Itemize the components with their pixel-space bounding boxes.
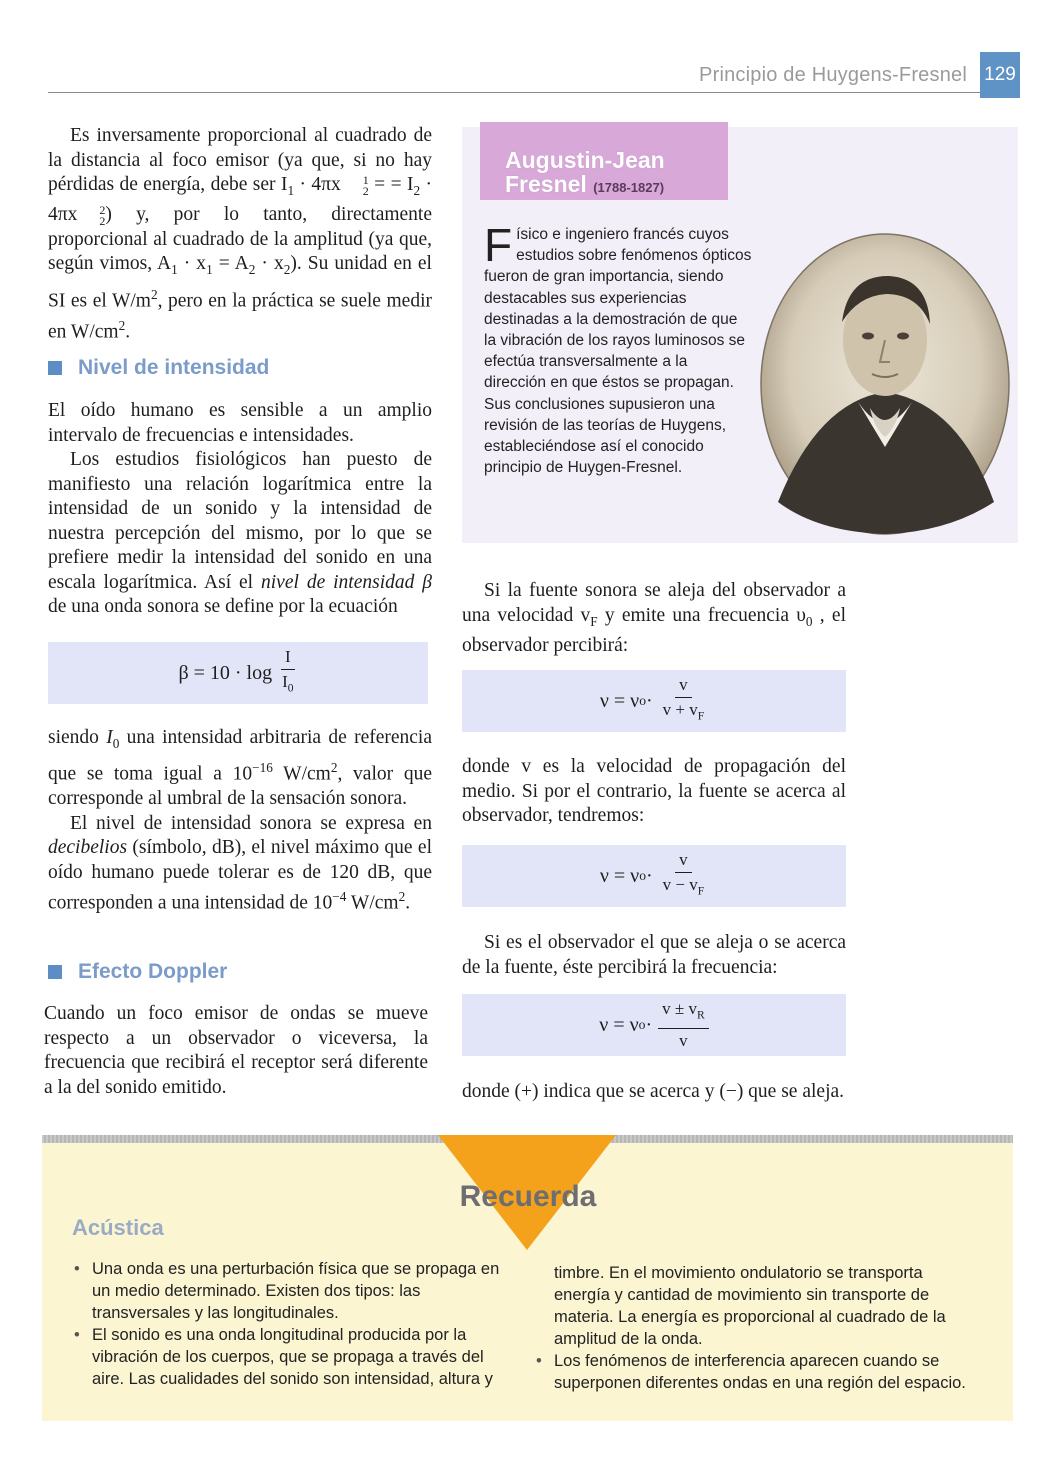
recuerda-title: Recuerda: [459, 1180, 597, 1213]
doppler-text: [44, 1002, 428, 1100]
right-upper-text: [462, 579, 846, 658]
section-heading-text: Efecto Doppler: [78, 960, 228, 983]
right-final-text: [462, 1080, 846, 1105]
recuerda-subtitle: Acústica: [72, 1215, 164, 1240]
formula-moving-observer: ν = ν o · $\frac{v \pm v_R}{v}$: [462, 994, 846, 1056]
fresnel-portrait: [758, 232, 1012, 536]
right-observer-text: [462, 931, 846, 980]
paragraph-fuente-aleja: Si la fuente sonora se aleja del observador a una velocidad $v_F$ y emite una frecuencia $\upsilon_0$ , el observador percibirá:: [462, 580, 846, 656]
biography-text: Físico e ingeniero francés cuyos estudios sobre fenómenos ópticos fueron de gran importancia, siendo destacables sus experiencias destinadas a la demostración de que la vibración de los rayos luminosos se efectúa transversalmente a la dirección en que éstos se propagan. Sus conclusiones supusieron una revisión de las teorías de Huygens, estableciéndose así el conocido principio de Huygen-Fresnel.: [484, 219, 752, 477]
recuerda-right-column: [534, 1262, 980, 1394]
formula-receding-source: ν = ν o · $\frac{v}{v + v_F}$: [462, 670, 846, 732]
section-heading-nivel: [48, 356, 269, 380]
formula-approaching-source: ν = ν o · $\frac{v}{v - v_F}$: [462, 845, 846, 907]
section-heading-doppler: [48, 960, 227, 984]
paragraph-signos: donde (+) indica que se acerca y (−) que se aleja.: [462, 1081, 845, 1102]
section-square-icon: [48, 361, 62, 375]
paragraph-observador: Si es el observador el que se aleja o se acerca de la fuente, éste percibirá la frecuencia:: [462, 932, 846, 978]
section-square-icon: [48, 965, 62, 979]
recuerda-bullet: • Una onda es una perturbación física que se propaga en un medio determinado. Existen dos tipos: las transversales y las longitudinales.: [72, 1258, 508, 1324]
recuerda-continuation: timbre. En el movimiento ondulatorio se transporta energía y cantidad de movimiento sin transporte de materia. La energía es proporcional al cuadrado de la amplitud de la onda.: [554, 1264, 946, 1348]
section-heading-text: Nivel de intensidad: [78, 356, 270, 379]
paragraph-doppler: Cuando un foco emisor de ondas se mueve respecto a un observador o viceversa, la frecuencia que recibirá el receptor será diferente a la del sonido emitido.: [44, 1003, 428, 1098]
paragraph-oido: El oído humano es sensible a un amplio intervalo de frecuencias e intensidades.: [48, 400, 432, 446]
left-lower-text: [48, 726, 432, 916]
left-column: [48, 124, 432, 345]
paragraph-decibelios: El nivel de intensidad sonora se expresa en decibelios (símbolo, dB), el nivel máximo que el oído humano puede tolerar es de 120 dB, que corresponden a una intensidad de $10^{-4}$ $W/cm^2$.: [48, 812, 432, 914]
right-middle-text: [462, 755, 846, 829]
recuerda-bullet: • El sonido es una onda longitudinal producida por la vibración de los cuerpos, que se propaga a través del aire. Las cualidades del sonido son intensidad, altura y: [72, 1324, 508, 1390]
nivel-text: [48, 399, 432, 620]
recuerda-left-column: [72, 1258, 508, 1390]
paragraph-estudios: Los estudios fisiológicos han puesto de manifiesto una relación logarítmica entre la intensidad de un sonido y la intensidad de nuestra percepción del mismo, por lo que se prefiere medir la intensidad del sonido en una escala logarítmica. Así el nivel de intensidad β de una onda sonora se define por la ecuación: [48, 449, 432, 617]
paragraph-siendo: siendo $I_0$ una intensidad arbitraria de referencia que se toma igual a $10^{-16}$ $W/cm^2$, valor que corresponde al umbral de la sensación sonora.: [48, 727, 432, 810]
formula-beta: β = 10 · log $\frac{I}{I_0}$: [48, 642, 428, 704]
running-head: Principio de Huygens-Fresnel: [699, 64, 967, 86]
biography-name: Augustin-Jean Fresnel (1788-1827): [505, 147, 665, 197]
page-number: 129: [980, 52, 1020, 98]
paragraph-donde-v: donde v es la velocidad de propagación del medio. Si por el contrario, la fuente se acerca al observador, tendremos:: [462, 756, 846, 826]
recuerda-bullet: • Los fenómenos de interferencia aparecen cuando se superponen diferentes ondas en una región del espacio.: [534, 1350, 980, 1394]
paragraph-intensity-distance: Es inversamente proporcional al cuadrado de la distancia al foco emisor (ya que, si no hay pérdidas de energía, debe ser $I_1 \cdot 4\pi x$ 1 2 = = $I_2 \cdot 4\pi x$ 2 2 ) y, por lo tanto, directamente proporcional al cuadrado de la amplitud (ya que, según vimos, $A_1 \cdot x_1 = A_2 \cdot x_2$). Su unidad en el SI es el $W/m^2$, pero en la práctica se suele medir en $W/cm^2$.: [48, 125, 432, 343]
header-rule: [48, 92, 980, 93]
